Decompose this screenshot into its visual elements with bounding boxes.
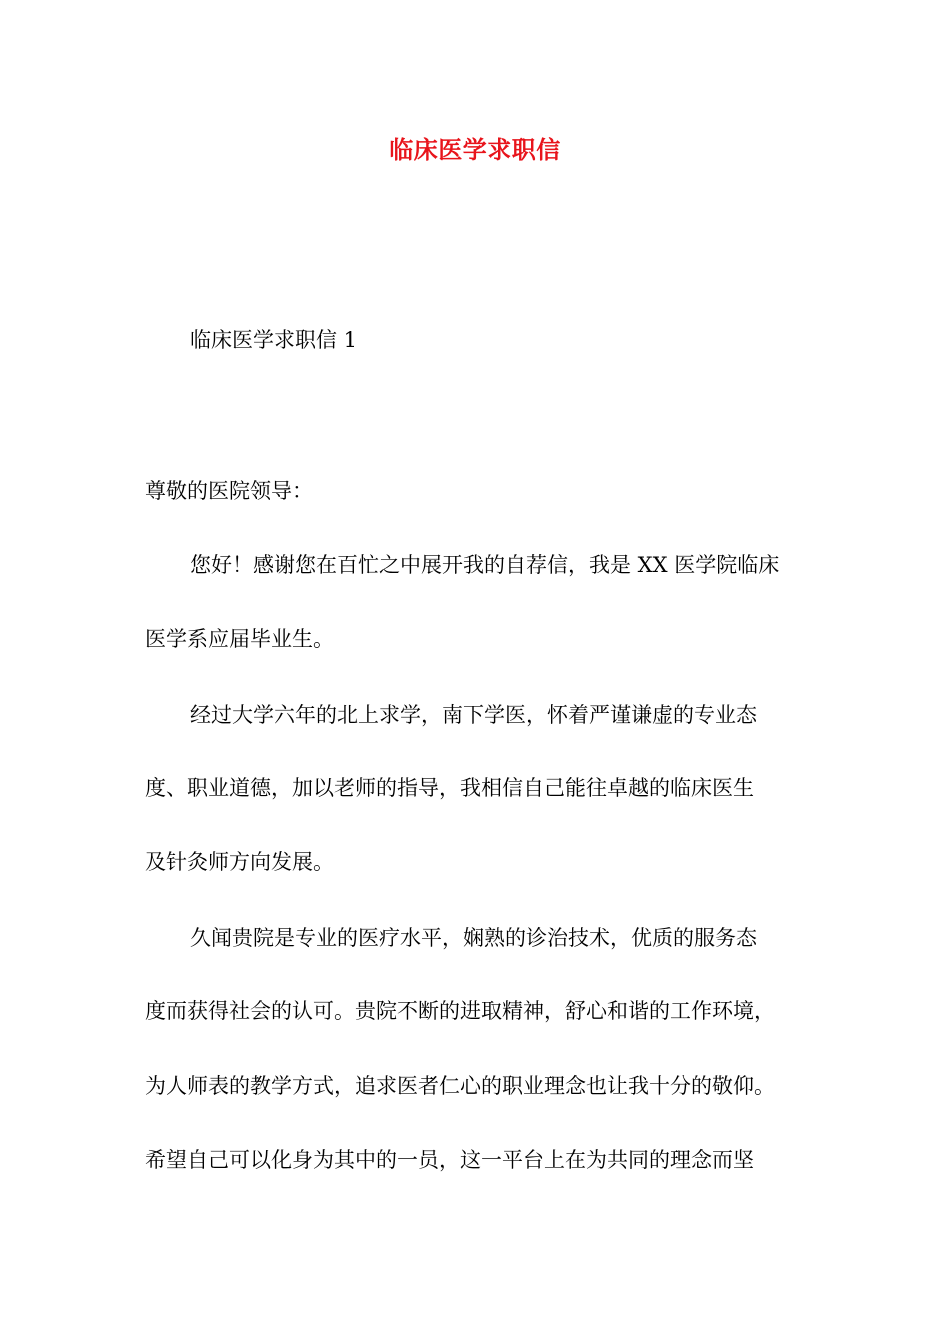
paragraph-line: 及针灸师方向发展。 xyxy=(145,850,334,874)
paragraph-line: 度而获得社会的认可。贵院不断的进取精神，舒心和谐的工作环境， xyxy=(145,999,775,1023)
paragraph-line: 度、职业道德，加以老师的指导，我相信自己能往卓越的临床医生 xyxy=(145,776,754,800)
section-heading: 临床医学求职信 1 xyxy=(190,328,358,352)
paragraph-line: 为人师表的教学方式，追求医者仁心的职业理念也让我十分的敬仰。 xyxy=(145,1074,775,1098)
document-title: 临床医学求职信 xyxy=(389,135,561,164)
paragraph-line: 久闻贵院是专业的医疗水平，娴熟的诊治技术，优质的服务态 xyxy=(190,926,757,950)
salutation: 尊敬的医院领导： xyxy=(145,479,313,503)
paragraph-line: 经过大学六年的北上求学，南下学医，怀着严谨谦虚的专业态 xyxy=(190,703,757,727)
paragraph-line: 希望自己可以化身为其中的一员，这一平台上在为共同的理念而坚 xyxy=(145,1148,754,1172)
paragraph-line: 医学系应届毕业生。 xyxy=(145,627,334,651)
paragraph-line: 您好！感谢您在百忙之中展开我的自荐信，我是 XX 医学院临床 xyxy=(190,553,780,577)
